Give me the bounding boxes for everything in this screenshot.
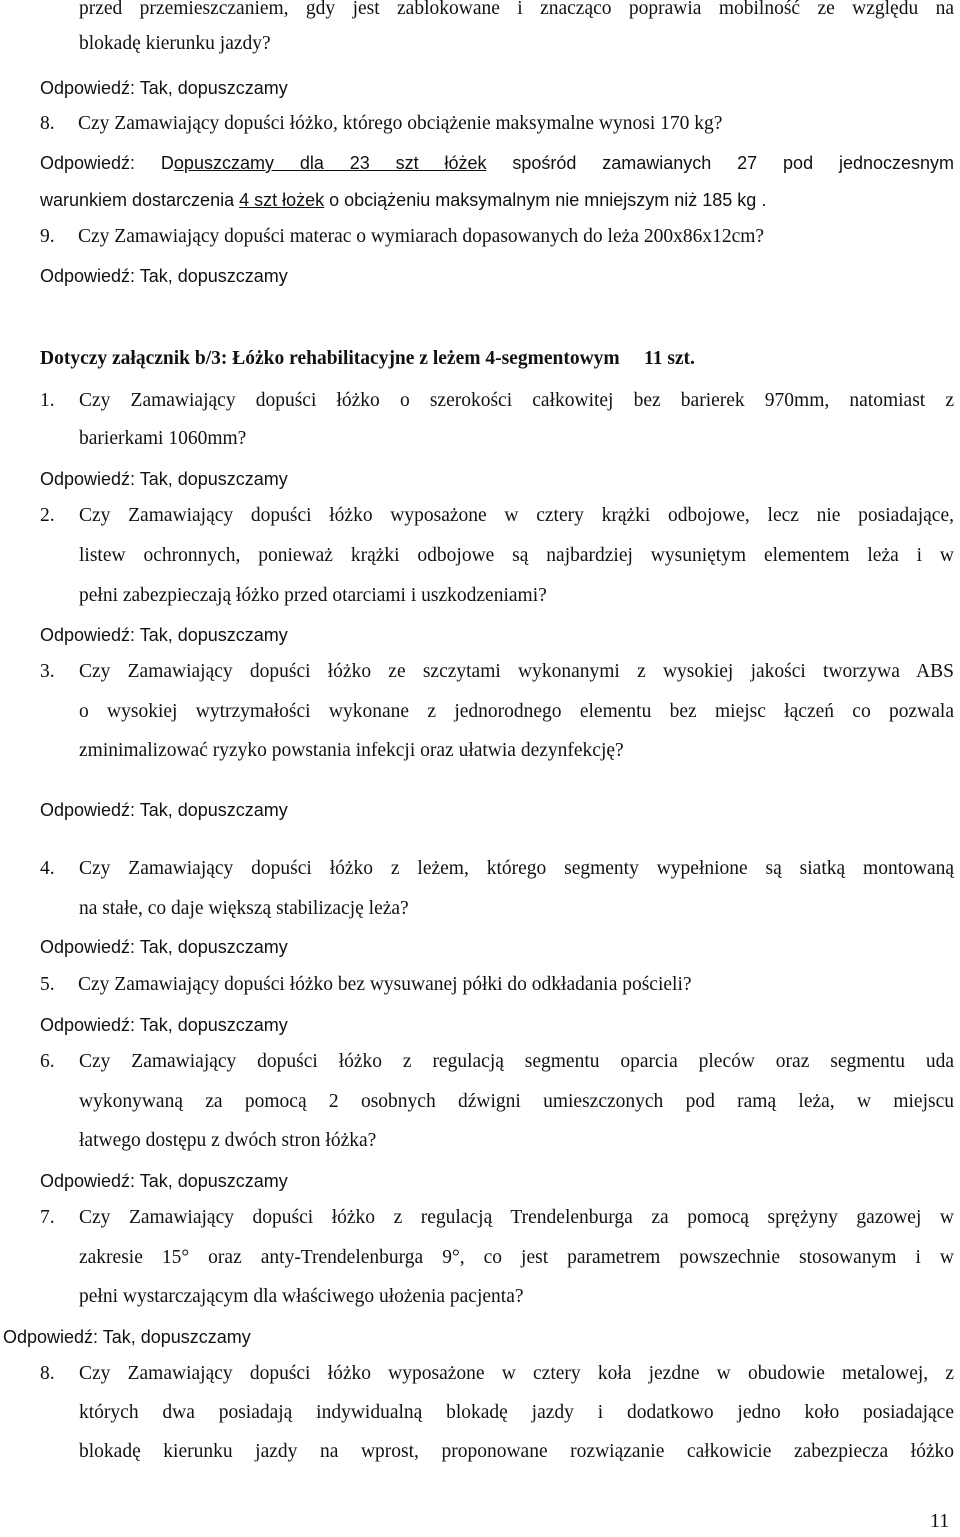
question-8 — [40, 113, 722, 135]
question-text: Czy Zamawiający dopuści łóżko wyposażone w cztery krążki odbojowe, lecz nie posiadające, — [79, 505, 954, 526]
question-text: Czy Zamawiający dopuści łóżko, którego obciążenie maksymalne wynosi 170 kg? — [78, 113, 723, 134]
answer-prefix: Odpowiedź: D — [40, 153, 174, 173]
question-number: 6. — [40, 1051, 55, 1072]
question-9 — [40, 226, 764, 248]
answer-line: Odpowiedź: Tak, dopuszczamy — [40, 469, 288, 489]
question-number: 2. — [40, 505, 55, 526]
question-2 — [40, 505, 78, 527]
question-text: Czy Zamawiający dopuści łóżko wyposażone w cztery koła jezdne w obudowie metalowej, z — [79, 1363, 954, 1384]
question-5 — [40, 974, 692, 996]
answer-line: Odpowiedź: Tak, dopuszczamy — [40, 800, 288, 820]
question-number: 9. — [40, 226, 55, 247]
question-text: zminimalizować ryzyko powstania infekcji oraz ułatwia dezynfekcję? — [79, 740, 624, 761]
question-text: Czy Zamawiający dopuści łóżko z regulacją segmentu oparcia pleców oraz segmentu uda — [79, 1051, 954, 1072]
question-text: łatwego dostępu z dwóch stron łóżka? — [79, 1130, 377, 1151]
text-line: blokadę kierunku jazdy? — [79, 33, 271, 54]
question-text: listew ochronnych, ponieważ krążki odbojowe są najbardziej wysuniętym elementem leża i w — [79, 545, 954, 566]
question-text: na stałe, co daje większą stabilizację leża? — [79, 898, 409, 919]
question-text: pełni wystarczającym dla właściwego ułożenia pacjenta? — [79, 1286, 524, 1307]
question-number: 5. — [40, 974, 55, 995]
question-text: Czy Zamawiający dopuści łóżko bez wysuwanej półki do odkładania pościeli? — [78, 974, 692, 995]
question-text: Czy Zamawiający dopuści łóżko z regulacją Trendelenburga za pomocą sprężyny gazowej w — [79, 1207, 954, 1228]
answer-line: Odpowiedź: Tak, dopuszczamy — [40, 1015, 288, 1035]
answer-text: warunkiem dostarczenia — [40, 190, 240, 210]
question-text: blokadę kierunku jazdy na wprost, proponowane rozwiązanie całkowicie zabezpiecza łóżko — [79, 1441, 954, 1462]
answer-line — [40, 190, 766, 211]
question-text: barierkami 1060mm? — [79, 428, 247, 449]
page-number: 11 — [930, 1510, 950, 1532]
section-heading: Dotyczy załącznik b/3: Łóżko rehabilitacyjne z leżem 4-segmentowym 11 szt. — [40, 348, 695, 369]
question-number: 8. — [40, 1363, 55, 1384]
question-text: Czy Zamawiający dopuści łóżko o szerokości całkowitej bez barierek 970mm, natomiast z — [79, 390, 954, 411]
text-line: przed przemieszczaniem, gdy jest zablokowane i znacząco poprawia mobilność ze względu na — [79, 0, 954, 19]
answer-line: Odpowiedź: Tak, dopuszczamy — [3, 1327, 251, 1347]
question-text: wykonywaną za pomocą 2 osobnych dźwigni umieszczonych pod ramą leża, w miejscu — [79, 1091, 954, 1112]
question-text: o wysokiej wytrzymałości wykonane z jednorodnego elementu bez miejsc łączeń co pozwala — [79, 701, 954, 722]
question-1 — [40, 390, 78, 412]
answer-text: spośród zamawianych 27 pod jednoczesnym — [486, 153, 954, 173]
question-number: 7. — [40, 1207, 55, 1228]
question-3 — [40, 661, 78, 683]
question-4 — [40, 858, 78, 880]
answer-line: Odpowiedź: Tak, dopuszczamy — [40, 625, 288, 645]
question-number: 3. — [40, 661, 55, 682]
question-number: 4. — [40, 858, 55, 879]
question-text: zakresie 15° oraz anty-Trendelenburga 9°, co jest parametrem powszechnie stosowanym i w — [79, 1247, 954, 1268]
question-7 — [40, 1207, 78, 1229]
answer-line: Odpowiedź: Tak, dopuszczamy — [40, 1171, 288, 1191]
question-6 — [40, 1051, 78, 1073]
question-8 — [40, 1363, 78, 1385]
underlined-text: opuszczamy dla 23 szt łóżek — [173, 153, 487, 173]
question-text: pełni zabezpieczają łóżko przed otarciami i uszkodzeniami? — [79, 585, 547, 606]
answer-text: o obciążeniu maksymalnym nie mniejszym niż 185 kg . — [324, 190, 767, 210]
answer-line: Odpowiedź: Tak, dopuszczamy — [40, 266, 288, 286]
answer-line — [40, 153, 954, 174]
question-number: 1. — [40, 390, 55, 411]
question-text: których dwa posiadają indywidualną blokadę jazdy i dodatkowo jedno koło posiadające — [79, 1402, 954, 1423]
question-text: Czy Zamawiający dopuści materac o wymiarach dopasowanych do leża 200x86x12cm? — [78, 226, 765, 247]
question-number: 8. — [40, 113, 55, 134]
answer-line: Odpowiedź: Tak, dopuszczamy — [40, 78, 288, 98]
answer-line: Odpowiedź: Tak, dopuszczamy — [40, 937, 288, 957]
underlined-text: 4 szt łożek — [239, 190, 325, 210]
question-text: Czy Zamawiający dopuści łóżko z leżem, którego segmenty wypełnione są siatką montowaną — [79, 858, 954, 879]
question-text: Czy Zamawiający dopuści łóżko ze szczytami wykonanymi z wysokiej jakości tworzywa ABS — [79, 661, 954, 682]
